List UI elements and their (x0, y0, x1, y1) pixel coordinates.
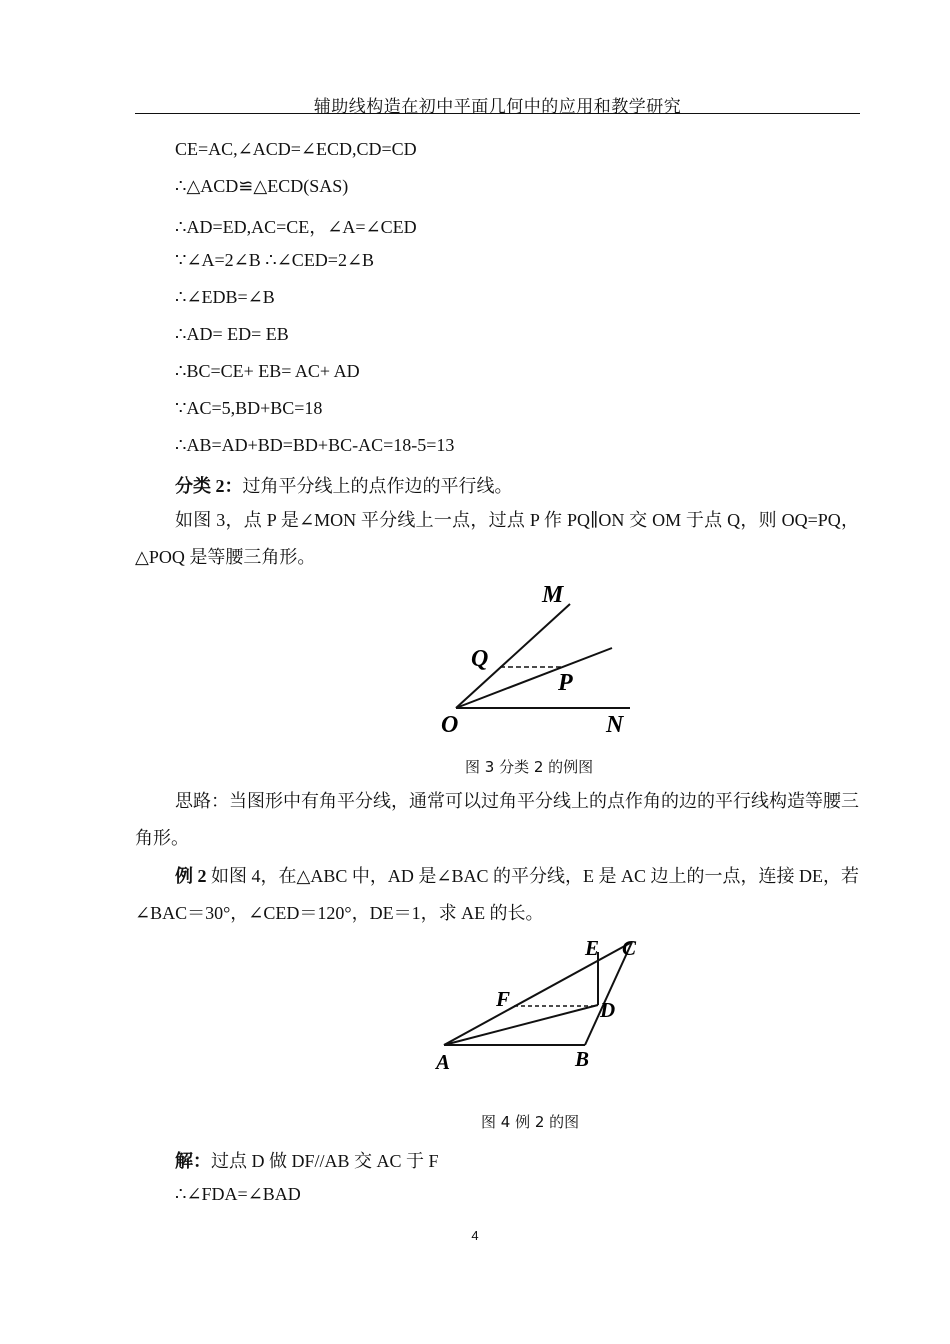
fig4-label-c: C (622, 936, 637, 960)
proof-line-1: CE=AC,∠ACD=∠ECD,CD=CD (175, 139, 417, 159)
header-rule (135, 113, 860, 114)
fig4-label-e: E (585, 936, 600, 960)
figure3-caption: 图 3 分类 2 的例图 (465, 758, 594, 776)
proof-line-2: ∴△ACD≌△ECD(SAS) (175, 176, 349, 196)
proof-line-7: ∴BC=CE+ EB= AC+ AD (175, 361, 360, 381)
fig4-side-ac (444, 942, 632, 1045)
figure4-caption: 图 4 例 2 的图 (481, 1113, 580, 1131)
solution-line-2: ∴∠FDA=∠BAD (175, 1184, 301, 1204)
category2-line (175, 472, 513, 498)
fig3-label-q: Q (471, 646, 489, 672)
solution-label: 解： (175, 1151, 211, 1171)
figure3-intro: 如图 3，点 P 是∠MON 平分线上一点，过点 P 作 PQ∥ON 交 OM 于点 Q，则 OQ=PQ，△POQ 是等腰三角形。 (135, 510, 859, 567)
proof-line-5: ∴∠EDB=∠B (175, 287, 275, 307)
proof-line-4: ∵∠A=2∠B ∴∠CED=2∠B (175, 250, 375, 270)
fig4-label-f: F (496, 987, 511, 1011)
fig4-bisector-ad (444, 1005, 598, 1045)
fig3-label-m: M (542, 582, 564, 608)
idea-paragraph: 思路：当图形中有角平分线，通常可以过角平分线上的点作角的边的平行线构造等腰三角形。 (135, 791, 859, 848)
proof-line-9: ∴AB=AD+BD=BD+BC-AC=18-5=13 (175, 435, 455, 455)
figure3-diagram (438, 578, 638, 743)
page-number: 4 (471, 1228, 479, 1243)
category2-label: 分类 2： (175, 476, 243, 496)
proof-line-8: ∵AC=5,BD+BC=18 (175, 398, 323, 418)
figure4-diagram (430, 932, 650, 1077)
fig3-label-p: P (558, 670, 573, 696)
page-header-title: 辅助线构造在初中平面几何中的应用和教学研究 (313, 97, 682, 116)
fig3-label-o: O (441, 712, 459, 738)
solution-text-1: 过点 D 做 DF//AB 交 AC 于 F (211, 1151, 439, 1171)
fig3-label-n: N (606, 712, 624, 738)
fig4-label-d: D (600, 998, 616, 1022)
solution-line-1 (175, 1147, 439, 1173)
proof-line-6: ∴AD= ED= EB (175, 324, 289, 344)
example2-label: 例 2 (175, 866, 207, 886)
fig4-label-a: A (436, 1050, 451, 1074)
proof-line-3: ∴AD=ED,AC=CE，∠A=∠CED (175, 217, 417, 237)
fig4-label-b: B (575, 1047, 590, 1071)
example2-paragraph (135, 858, 859, 932)
category2-text: 过角平分线上的点作边的平行线。 (242, 476, 513, 496)
example2-text: 如图 4，在△ABC 中，AD 是∠BAC 的平分线，E 是 AC 边上的一点，连接 DE，若∠BAC＝30°，∠CED＝120°，DE＝1，求 AE 的长。 (135, 866, 860, 923)
